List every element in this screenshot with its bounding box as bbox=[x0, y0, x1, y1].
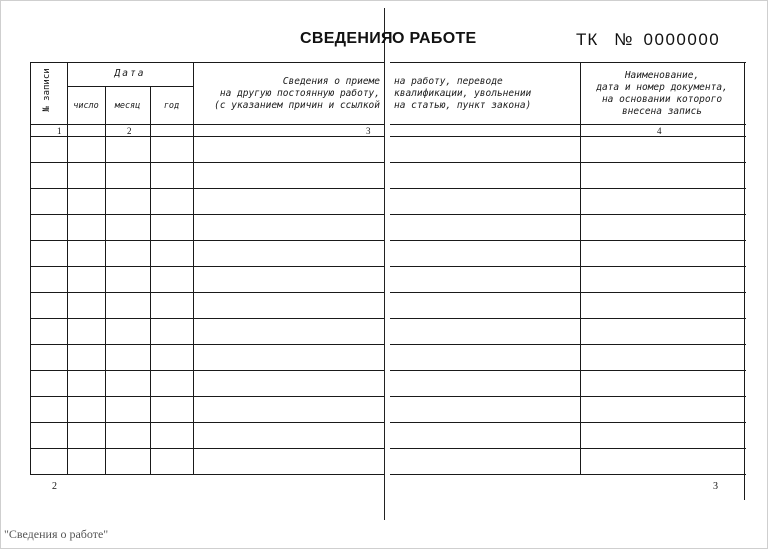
date-header: Дата bbox=[114, 68, 146, 79]
title-right: О РАБОТЕ bbox=[392, 30, 477, 47]
row-line bbox=[390, 370, 746, 371]
row-line bbox=[30, 318, 384, 319]
column-number-4: 4 bbox=[657, 126, 662, 136]
grid-line bbox=[390, 62, 746, 63]
tk-number bbox=[576, 30, 720, 50]
row-line bbox=[390, 396, 746, 397]
info-header-line-6: на статью, пункт закона) bbox=[394, 100, 532, 111]
month-header: месяц bbox=[114, 101, 141, 111]
record-number-header: № записи bbox=[42, 68, 52, 112]
row-line bbox=[390, 344, 746, 345]
row-line bbox=[30, 474, 384, 475]
document-header-line-1: Наименование, bbox=[624, 70, 700, 81]
row-line bbox=[390, 474, 746, 475]
info-header-line-2: на другую постоянную работу, bbox=[219, 88, 380, 99]
row-line bbox=[30, 396, 384, 397]
grid-line bbox=[30, 62, 384, 63]
tk-prefix: ТК bbox=[576, 30, 599, 49]
number-sign: № bbox=[614, 30, 634, 49]
column-number-3: 3 bbox=[366, 126, 371, 136]
document-header-line-4: внесена запись bbox=[621, 106, 703, 117]
row-line bbox=[390, 422, 746, 423]
year-header: год bbox=[163, 101, 180, 111]
image-caption: "Сведения о работе" bbox=[4, 527, 109, 541]
day-header: число bbox=[73, 101, 99, 111]
row-line bbox=[390, 448, 746, 449]
grid-line bbox=[105, 86, 106, 474]
grid-line bbox=[390, 136, 746, 137]
grid-line bbox=[150, 86, 151, 474]
row-line bbox=[30, 240, 384, 241]
page-number-right: 3 bbox=[713, 481, 718, 492]
book-gutter bbox=[384, 8, 385, 520]
info-header-line-5: квалификации, увольнении bbox=[394, 88, 532, 99]
grid-line bbox=[744, 62, 745, 500]
title-left: СВЕДЕНИЯ bbox=[300, 30, 393, 47]
column-number-2: 2 bbox=[127, 126, 132, 136]
column-number-1: 1 bbox=[57, 126, 62, 136]
row-line bbox=[30, 266, 384, 267]
row-line bbox=[30, 448, 384, 449]
row-line bbox=[390, 214, 746, 215]
grid-line bbox=[30, 136, 384, 137]
info-header-line-3: (с указанием причин и ссылкой bbox=[214, 100, 380, 111]
row-line bbox=[30, 370, 384, 371]
grid-line bbox=[30, 124, 384, 125]
page-number-left: 2 bbox=[52, 481, 57, 492]
row-line bbox=[390, 240, 746, 241]
row-line bbox=[30, 292, 384, 293]
info-header-line-4: на работу, переводе bbox=[394, 76, 503, 87]
tk-serial: 0000000 bbox=[643, 30, 721, 49]
document-header-line-3: на основании которого bbox=[601, 94, 723, 105]
row-line bbox=[390, 162, 746, 163]
row-line bbox=[30, 162, 384, 163]
row-line bbox=[30, 344, 384, 345]
row-line bbox=[30, 214, 384, 215]
grid-line bbox=[67, 86, 193, 87]
row-line bbox=[390, 188, 746, 189]
document-header-line-2: дата и номер документа, bbox=[596, 82, 728, 93]
row-line bbox=[390, 266, 746, 267]
row-line bbox=[390, 292, 746, 293]
row-line bbox=[30, 422, 384, 423]
grid-line bbox=[390, 124, 746, 125]
row-line bbox=[30, 188, 384, 189]
row-line bbox=[390, 318, 746, 319]
info-header-line-1: Сведения о приеме bbox=[282, 76, 380, 87]
